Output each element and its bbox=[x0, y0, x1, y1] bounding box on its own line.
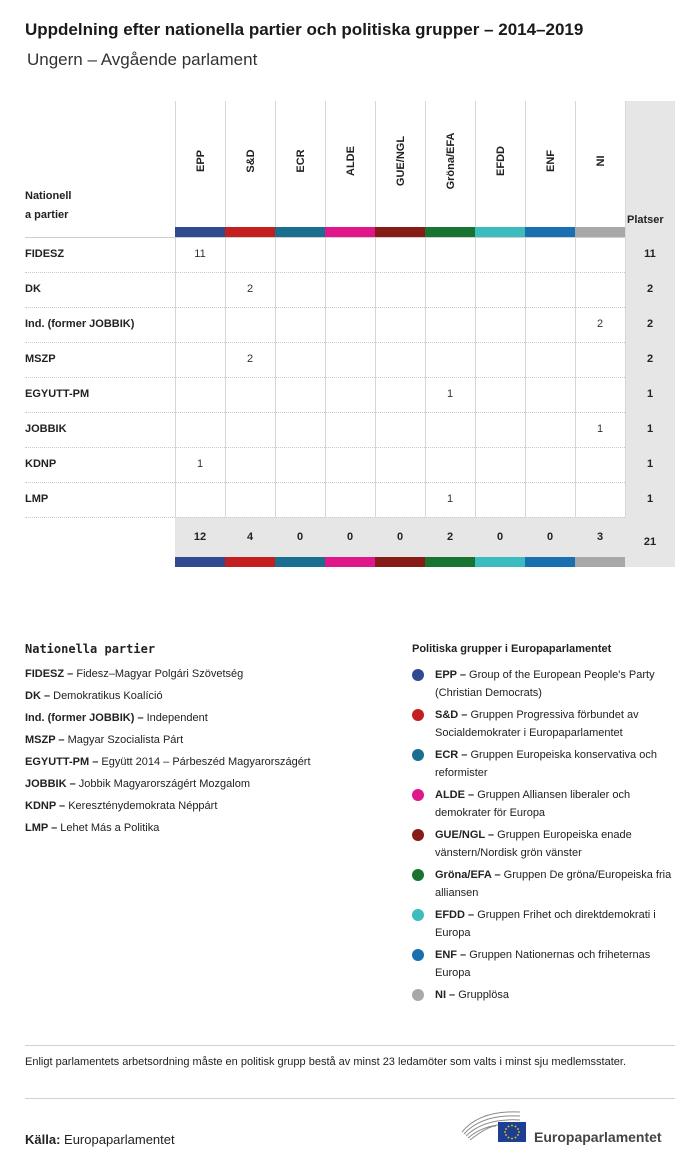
column-label: EPP bbox=[194, 149, 207, 173]
party-abbr: KDNP – bbox=[25, 800, 69, 812]
column-label: S&D bbox=[244, 149, 257, 173]
totals-color-bar bbox=[225, 557, 275, 567]
column-label: Gröna/EFA bbox=[444, 132, 457, 190]
column-label: ECR bbox=[294, 149, 307, 173]
party-legend-item bbox=[25, 756, 311, 768]
row-party-label: JOBBIK bbox=[25, 423, 67, 435]
column-total: 0 bbox=[346, 531, 354, 543]
platser-header: Platser bbox=[627, 214, 664, 226]
divider bbox=[25, 1045, 675, 1046]
row-party-label: LMP bbox=[25, 493, 49, 505]
column-color-bar bbox=[325, 227, 375, 237]
group-color-dot-icon bbox=[412, 909, 424, 921]
group-legend-text: Gröna/EFA – Gruppen De gröna/Europeiska fria alliansen bbox=[435, 869, 672, 899]
party-legend-item bbox=[25, 690, 163, 702]
row-total: 2 bbox=[646, 318, 654, 330]
europarl-logo-icon bbox=[460, 1106, 532, 1146]
group-legend-text: ECR – Gruppen Europeiska konservativa och reformister bbox=[435, 749, 657, 779]
party-name: Demokratikus Koalíció bbox=[53, 690, 163, 702]
row-total: 2 bbox=[646, 283, 654, 295]
row-party-label: FIDESZ bbox=[25, 248, 65, 260]
column-total: 0 bbox=[396, 531, 404, 543]
group-color-dot-icon bbox=[412, 949, 424, 961]
table-cell: 2 bbox=[246, 283, 254, 295]
table-cell: 2 bbox=[596, 318, 604, 330]
column-label: ALDE bbox=[344, 146, 357, 176]
row-divider bbox=[25, 412, 625, 413]
row-party-label: KDNP bbox=[25, 458, 57, 470]
group-color-dot-icon bbox=[412, 789, 424, 801]
row-party-label: MSZP bbox=[25, 353, 56, 365]
column-color-bar bbox=[475, 227, 525, 237]
row-total: 11 bbox=[644, 248, 656, 260]
europarl-logo-text: Europaparlamentet bbox=[534, 1129, 662, 1145]
party-name: Fidesz–Magyar Polgári Szövetség bbox=[76, 668, 244, 680]
column-divider bbox=[625, 101, 626, 517]
totals-color-bar bbox=[475, 557, 525, 567]
group-color-dot-icon bbox=[412, 749, 424, 761]
table-cell: 11 bbox=[194, 248, 206, 260]
party-abbr: FIDESZ – bbox=[25, 668, 77, 680]
party-name: Együtt 2014 – Párbeszéd Magyarországért bbox=[101, 756, 311, 768]
column-total: 0 bbox=[496, 531, 504, 543]
row-total: 1 bbox=[646, 388, 654, 400]
row-party-label: DK bbox=[25, 283, 41, 295]
column-header-s-d bbox=[225, 101, 275, 237]
totals-color-bar bbox=[525, 557, 575, 567]
page-subtitle: Ungern – Avgående parlament bbox=[27, 50, 258, 69]
party-name: Magyar Szocialista Párt bbox=[67, 734, 184, 746]
party-name: Kereszténydemokrata Néppárt bbox=[68, 800, 218, 812]
column-label: NI bbox=[594, 155, 607, 167]
column-header-efdd bbox=[475, 101, 525, 237]
column-total: 2 bbox=[446, 531, 454, 543]
row-divider bbox=[25, 517, 625, 518]
party-abbr: MSZP – bbox=[25, 734, 68, 746]
row-divider bbox=[25, 307, 625, 308]
totals-color-bar bbox=[375, 557, 425, 567]
totals-color-bar bbox=[275, 557, 325, 567]
row-divider bbox=[25, 237, 625, 238]
totals-color-bar bbox=[425, 557, 475, 567]
party-name: Jobbik Magyarországért Mozgalom bbox=[78, 778, 250, 790]
source-value: Europaparlamentet bbox=[64, 1132, 175, 1147]
group-color-dot-icon bbox=[412, 829, 424, 841]
group-legend-text: EPP – Group of the European People's Party (Christian Democrats) bbox=[435, 669, 655, 699]
column-header-gue-ngl bbox=[375, 101, 425, 237]
group-color-dot-icon bbox=[412, 989, 424, 1001]
party-abbr: EGYUTT-PM – bbox=[25, 756, 102, 768]
page-title: Uppdelning efter nationella partier och politiska grupper – 2014–2019 bbox=[25, 20, 584, 39]
column-color-bar bbox=[525, 227, 575, 237]
group-legend-text: EFDD – Gruppen Frihet och direktdemokrati i Europa bbox=[435, 909, 656, 939]
group-legend-text: NI – Grupplösa bbox=[435, 989, 509, 1001]
row-divider bbox=[25, 272, 625, 273]
table-cell: 1 bbox=[446, 493, 454, 505]
group-legend-text: S&D – Gruppen Progressiva förbundet av Socialdemokrater i Europaparlamentet bbox=[435, 709, 639, 739]
table-cell: 2 bbox=[246, 353, 254, 365]
totals-color-bar bbox=[575, 557, 625, 567]
party-legend-item bbox=[25, 712, 208, 724]
column-total: 4 bbox=[246, 531, 254, 543]
column-total: 12 bbox=[193, 531, 207, 543]
group-legend-text: GUE/NGL – Gruppen Europeiska enade vänstern/Nordisk grön vänster bbox=[435, 829, 632, 859]
party-abbr: DK – bbox=[25, 690, 54, 702]
row-total: 1 bbox=[646, 423, 654, 435]
column-header-ni bbox=[575, 101, 625, 237]
column-total: 3 bbox=[596, 531, 604, 543]
grand-total: 21 bbox=[643, 536, 657, 548]
row-divider bbox=[25, 447, 625, 448]
party-abbr: Ind. (former JOBBIK) – bbox=[25, 712, 147, 724]
party-legend-item bbox=[25, 734, 183, 746]
party-abbr: LMP – bbox=[25, 822, 61, 834]
row-divider bbox=[25, 482, 625, 483]
totals-color-bar bbox=[325, 557, 375, 567]
column-total: 0 bbox=[546, 531, 554, 543]
party-name: Lehet Más a Politika bbox=[60, 822, 160, 834]
groups-legend-title: Politiska grupper i Europaparlamentet bbox=[412, 643, 612, 655]
column-color-bar bbox=[575, 227, 625, 237]
table-cell: 1 bbox=[196, 458, 204, 470]
source-label: Källa: bbox=[25, 1132, 61, 1147]
row-total: 1 bbox=[646, 493, 654, 505]
table-cell: 1 bbox=[596, 423, 604, 435]
column-color-bar bbox=[275, 227, 325, 237]
column-header-gr-na-efa bbox=[425, 101, 475, 237]
party-legend-item bbox=[25, 822, 159, 834]
group-legend-text: ALDE – Gruppen Alliansen liberaler och demokrater för Europa bbox=[435, 789, 631, 819]
row-divider bbox=[25, 342, 625, 343]
row-party-label: Ind. (former JOBBIK) bbox=[25, 318, 135, 330]
row-total: 1 bbox=[646, 458, 654, 470]
column-label: ENF bbox=[544, 150, 557, 172]
footnote: Enligt parlamentets arbetsordning måste en politisk grupp bestå av minst 23 ledamöter som valts i minst sju medlemsstater. bbox=[25, 1056, 626, 1068]
group-color-dot-icon bbox=[412, 869, 424, 881]
row-party-label: EGYUTT-PM bbox=[25, 388, 90, 400]
totals-color-bar bbox=[175, 557, 225, 567]
column-label: GUE/NGL bbox=[394, 135, 407, 187]
party-abbr: JOBBIK – bbox=[25, 778, 79, 790]
party-name: Independent bbox=[146, 712, 208, 724]
column-header-alde bbox=[325, 101, 375, 237]
group-color-dot-icon bbox=[412, 669, 424, 681]
group-legend-text: ENF – Gruppen Nationernas och friheternas Europa bbox=[435, 949, 651, 979]
column-color-bar bbox=[375, 227, 425, 237]
column-header-enf bbox=[525, 101, 575, 237]
column-color-bar bbox=[175, 227, 225, 237]
column-header-ecr bbox=[275, 101, 325, 237]
parties-legend-title: Nationella partier bbox=[25, 642, 156, 656]
row-divider bbox=[25, 377, 625, 378]
column-label: EFDD bbox=[494, 146, 507, 176]
divider bbox=[25, 1098, 675, 1099]
column-header-epp bbox=[175, 101, 225, 237]
source-line bbox=[25, 1132, 175, 1147]
party-legend-item bbox=[25, 778, 250, 790]
row-total: 2 bbox=[646, 353, 654, 365]
table-cell: 1 bbox=[446, 388, 454, 400]
party-legend-item bbox=[25, 668, 243, 680]
group-color-dot-icon bbox=[412, 709, 424, 721]
column-color-bar bbox=[425, 227, 475, 237]
column-color-bar bbox=[225, 227, 275, 237]
row-header: Nationell a partier bbox=[25, 190, 72, 221]
party-legend-item bbox=[25, 800, 217, 812]
column-total: 0 bbox=[296, 531, 304, 543]
